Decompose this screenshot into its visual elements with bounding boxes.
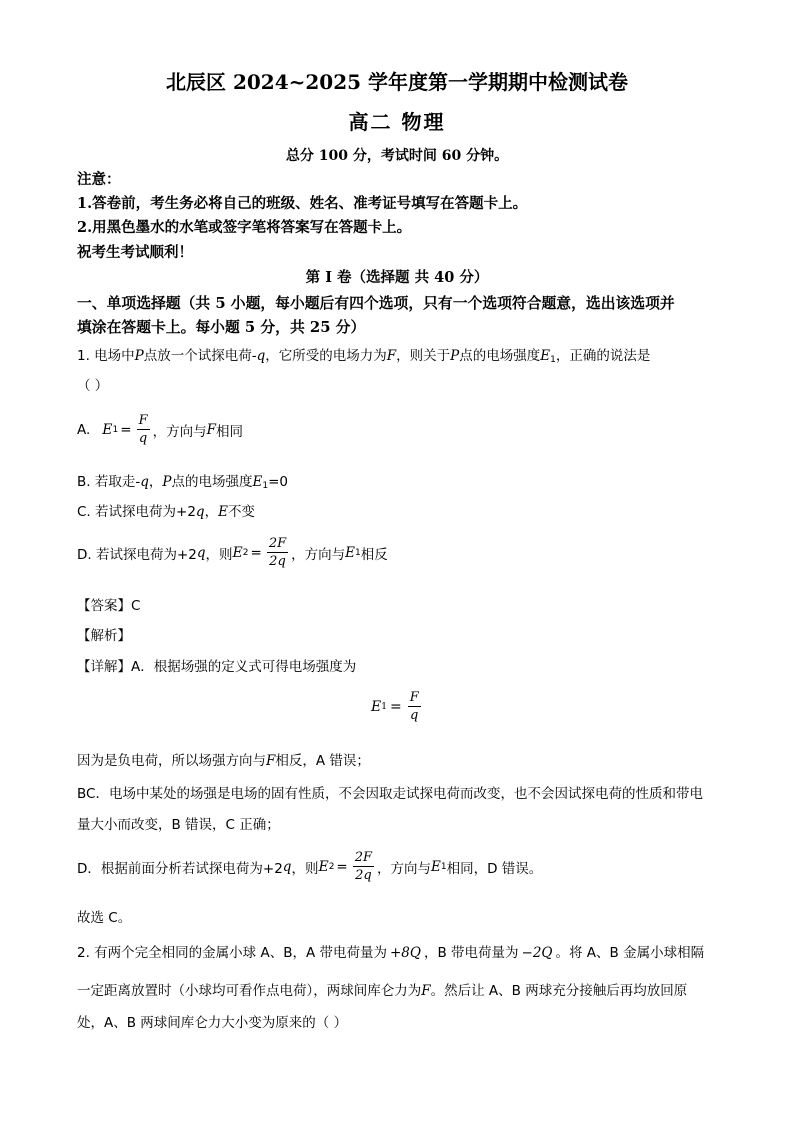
q2-text: 2. 有两个完全相同的金属小球 A、B，A 带电荷量为 — [77, 945, 387, 961]
eq-sub: 1 — [112, 424, 119, 435]
eq-sub: 2 — [242, 547, 249, 558]
eq-sign: = — [336, 858, 348, 875]
exam-subject: 高二 物理 — [348, 110, 446, 134]
option-text: ，方向与 — [152, 423, 207, 440]
option-text: B. 若取走- — [77, 474, 141, 490]
fraction — [137, 413, 150, 446]
option-text: ， — [148, 474, 163, 490]
q2-text: 。将 A、B 金属小球相隔 — [555, 945, 705, 961]
part1-title: 第 I 卷（选择题 共 40 分） — [305, 269, 489, 286]
explain-text: 因为是负电荷，所以场强方向与 — [77, 753, 266, 769]
subscript: 1 — [354, 547, 361, 558]
notice-item-1: 1.答卷前，考生务必将自己的班级、姓名、准考证号填写在答题卡上。 — [77, 195, 528, 212]
q2-line-1 — [77, 941, 704, 961]
section-heading-line1: 一、单项选择题（共 5 小题，每小题后有四个选项，只有一个选项符合题意，选出该选项并 — [77, 295, 675, 312]
q2-text: ，B 带电荷量为 — [423, 945, 519, 961]
var-p: P — [162, 474, 172, 490]
q1-formula-centered — [371, 690, 424, 723]
q1-stem-text: 1. 电场中 — [77, 348, 135, 364]
q1-answer-paren: （ ） — [77, 378, 109, 394]
var-e: E — [252, 474, 263, 490]
eq-sub: 1 — [381, 701, 387, 712]
q1-subscript: 1 — [550, 355, 556, 365]
q1-option-c — [77, 500, 255, 520]
fraction-denominator: 2q — [355, 868, 372, 883]
q1-stem-text: 点的电场强度 — [459, 348, 541, 364]
q1-option-b — [77, 470, 288, 491]
var-e: E — [345, 544, 355, 561]
q1-stem-text: ，正确的说法是 — [555, 348, 651, 364]
q1-conclusion: 故选 C。 — [77, 910, 132, 926]
q1-option-a — [77, 413, 243, 446]
q2-line-2 — [77, 979, 687, 999]
option-text: ，方向与 — [291, 546, 346, 563]
fraction — [353, 850, 374, 883]
q1-var-f: F — [386, 348, 397, 364]
q1-explain-bc-line1: BC．电场中某处的场强是电场的固有性质，不会因取走试探电荷而改变，也不会因试探电荷的性质和带电 — [77, 786, 703, 802]
eq-lhs: E — [232, 544, 243, 561]
fraction-numerator: 2F — [268, 536, 287, 551]
eq-sign: = — [389, 698, 402, 715]
q1-analysis-label: 【解析】 — [77, 628, 131, 644]
q2-charge-a: +8Q — [390, 945, 421, 961]
q1-var-p: P — [450, 348, 460, 364]
q1-stem-text: ，它所受的电场力为 — [265, 348, 387, 364]
notice-heading: 注意： — [77, 171, 121, 188]
q1-stem — [77, 344, 650, 365]
subscript: 1 — [440, 861, 447, 872]
q1-answer: 【答案】C — [77, 598, 141, 614]
fraction-numerator: 2F — [354, 850, 373, 865]
q1-detail: 【详解】A．根据场强的定义式可得电场强度为 — [77, 659, 357, 675]
q1-var-q: q — [256, 348, 266, 364]
notice-item-2: 2.用黑色墨水的水笔或签字笔将答案写在答题卡上。 — [77, 219, 412, 236]
fraction-denominator: q — [410, 708, 419, 723]
option-text: 不变 — [227, 504, 255, 520]
fraction-numerator: F — [409, 690, 419, 705]
fraction-denominator: q — [138, 431, 148, 446]
q1-stem-text: 点放一个试探电荷- — [143, 348, 257, 364]
q2-line-3: 处，A、B 两球间库仑力大小变为原来的（ ） — [77, 1015, 348, 1031]
eq-sub: 2 — [328, 861, 335, 872]
fraction-denominator: 2q — [269, 554, 286, 569]
eq-sign: = — [250, 544, 262, 561]
eq-lhs: E — [102, 421, 113, 438]
option-text: C. 若试探电荷为+2 — [77, 504, 196, 520]
explain-text: D．根据前面分析若试探电荷为+2 — [77, 860, 283, 877]
q2-text: 。然后让 A、B 两球充分接触后再均放回原 — [430, 983, 688, 999]
var-q: q — [282, 858, 292, 875]
explain-text: 相反，A 错误； — [275, 753, 370, 769]
q1-explain-a — [77, 749, 370, 769]
q1-var-e: E — [540, 348, 551, 364]
explain-text: ，方向与 — [377, 860, 432, 877]
q1-var-p: P — [134, 348, 144, 364]
option-text: 相反 — [360, 546, 388, 563]
option-text: =0 — [268, 474, 288, 490]
explain-text: ，则 — [291, 860, 319, 877]
option-label: A. — [77, 421, 91, 438]
subscript: 1 — [262, 481, 269, 491]
var-q: q — [196, 544, 206, 561]
explain-text: 相同，D 错误。 — [446, 860, 543, 877]
fraction — [408, 690, 421, 723]
q1-stem-text: ，则关于 — [396, 348, 451, 364]
var-f: F — [206, 421, 216, 438]
var-e: E — [431, 858, 441, 875]
eq-sign: = — [120, 421, 132, 438]
q1-explain-bc-line2: 量大小而改变，B 错误，C 正确； — [77, 817, 280, 833]
var-e: E — [218, 504, 228, 520]
section-heading-line2: 填涂在答题卡上。每小题 5 分，共 25 分） — [77, 319, 366, 336]
exam-info: 总分 100 分，考试时间 60 分钟。 — [285, 148, 509, 164]
var-q: q — [140, 474, 149, 490]
q1-explain-d — [77, 850, 542, 883]
option-text: ，则 — [205, 546, 233, 563]
var-q: q — [195, 504, 205, 520]
q2-charge-b: −2Q — [521, 945, 553, 961]
var-f: F — [266, 753, 276, 769]
q2-text: 一定距离放置时（小球均可看作点电荷），两球间库仑力为 — [77, 983, 422, 999]
fraction-numerator: F — [138, 413, 148, 428]
eq-lhs: E — [318, 858, 329, 875]
notice-wish: 祝考生考试顺利！ — [77, 244, 193, 261]
eq-lhs: E — [371, 698, 382, 715]
fraction — [267, 536, 288, 569]
option-text: D. 若试探电荷为+2 — [77, 546, 197, 563]
q1-option-d — [77, 536, 388, 569]
option-text: ， — [204, 504, 219, 520]
option-text: 相同 — [215, 423, 243, 440]
var-f: F — [421, 983, 431, 999]
option-text: 点的电场强度 — [171, 474, 253, 490]
exam-title: 北辰区 2024~2025 学年度第一学期期中检测试卷 — [165, 70, 628, 94]
